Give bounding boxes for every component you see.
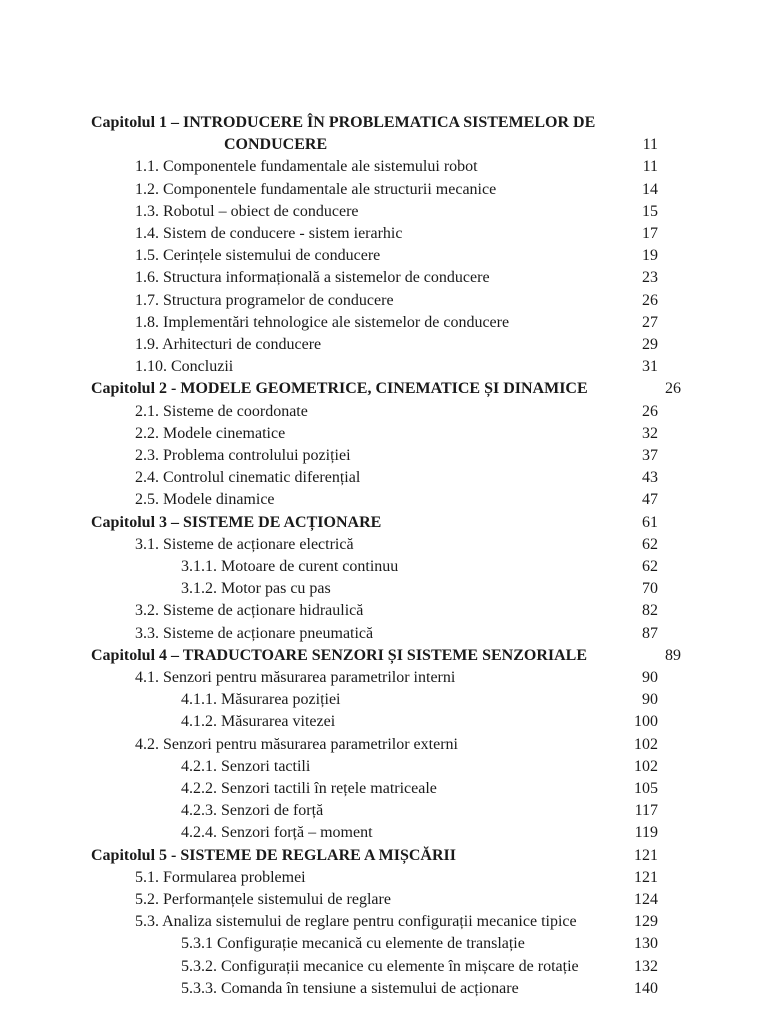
toc-entry-title: 3.3. Sisteme de acționare pneumatică <box>135 624 374 642</box>
toc-entry-title: 1.3. Robotul – obiect de conducere <box>135 202 359 220</box>
toc-entry-title: 4.1. Senzori pentru măsurarea parametrilor interni <box>135 669 456 686</box>
toc-entry-row <box>0 467 768 489</box>
toc-entry-row <box>0 911 768 933</box>
toc-page-number: 43 <box>642 469 658 487</box>
toc-entry-title: 2.3. Problema controlului poziției <box>135 447 351 464</box>
toc-entry-row <box>0 734 768 756</box>
toc-page-number: 87 <box>642 624 658 642</box>
toc-entry-row <box>0 445 768 467</box>
toc-entry-title: CONDUCERE <box>224 136 328 154</box>
toc-entry-title: Capitolul 5 - SISTEME DE REGLARE A MIȘCĂRII <box>91 846 456 864</box>
toc-entry-title: 4.2.4. Senzori forță – moment <box>181 824 373 842</box>
toc-entry-row <box>0 156 768 178</box>
toc-entry-row <box>0 578 768 600</box>
toc-page-number: 130 <box>634 935 658 953</box>
toc-entry-title: 4.1.1. Măsurarea poziției <box>181 691 341 709</box>
toc-page-number: 132 <box>634 957 658 975</box>
toc-chapter-row <box>0 512 768 534</box>
toc-entry-title: 3.1.2. Motor pas cu pas <box>181 580 331 598</box>
toc-entry-row <box>0 556 768 578</box>
toc-entry-row <box>0 800 768 822</box>
toc-page-number: 23 <box>642 269 658 287</box>
toc-entry-row <box>0 290 768 312</box>
toc-entry-row <box>0 933 768 955</box>
toc-page-number: 62 <box>642 558 658 575</box>
toc-page-number: 89 <box>665 646 681 664</box>
toc-entry-title: 1.6. Structura informațională a sistemelor de conducere <box>135 269 490 287</box>
toc-entry-title: 5.3. Analiza sistemului de reglare pentru configurații mecanice tipice <box>135 913 577 931</box>
toc-page-number: 19 <box>642 247 658 265</box>
toc-page-number: 61 <box>642 513 658 531</box>
toc-page-number: 15 <box>642 202 658 220</box>
toc-page-number: 90 <box>642 691 658 709</box>
toc-entry-row <box>0 600 768 622</box>
toc-entry-title: 3.2. Sisteme de acționare hidraulică <box>135 602 364 620</box>
toc-entry-title: 3.1.1. Motoare de curent continuu <box>181 558 399 575</box>
toc-page-number: 129 <box>634 913 658 931</box>
toc-entry-row <box>0 778 768 800</box>
toc-page-number: 31 <box>642 358 658 376</box>
toc-page-number: 26 <box>665 380 681 398</box>
toc-entry-title: 4.1.2. Măsurarea vitezei <box>181 713 336 731</box>
toc-entry-row <box>0 223 768 245</box>
toc-page-number: 100 <box>634 713 658 731</box>
toc-page-number: 37 <box>642 447 658 464</box>
toc-page-number: 119 <box>634 824 658 842</box>
toc-entry-title: 4.2.2. Senzori tactili în rețele matriceale <box>181 780 437 797</box>
toc-page-number: 121 <box>634 846 658 864</box>
toc-page-number: 121 <box>634 868 658 886</box>
toc-entry-row <box>0 356 768 378</box>
toc-entry-title: 1.2. Componentele fundamentale ale structurii mecanice <box>135 180 497 198</box>
toc-entry-title: 1.10. Concluzii <box>135 358 234 376</box>
toc-page-number: 11 <box>642 158 658 176</box>
toc-entry-row <box>0 756 768 778</box>
toc-entry-row <box>0 822 768 844</box>
toc-entry-title: 1.1. Componentele fundamentale ale sistemului robot <box>135 158 478 176</box>
toc-entry-row <box>0 889 768 911</box>
toc-entry-title: 1.8. Implementări tehnologice ale sistemelor de conducere <box>135 313 510 331</box>
toc-entry-row <box>0 312 768 334</box>
toc-page-number: 32 <box>642 424 658 442</box>
toc-entry-title: 2.2. Modele cinematice <box>135 424 286 442</box>
toc-page-number: 27 <box>642 313 658 331</box>
toc-entry-title: 5.2. Performanțele sistemului de reglare <box>135 891 391 908</box>
toc-page-number: 11 <box>642 136 658 154</box>
toc-entry-title: 2.5. Modele dinamice <box>135 491 275 509</box>
toc-chapter-continuation <box>0 134 768 156</box>
toc-chapter-row <box>0 112 768 134</box>
toc-chapter-row <box>0 645 768 667</box>
toc-entry-title: 4.2.1. Senzori tactili <box>181 757 311 775</box>
toc-page-number: 82 <box>642 602 658 620</box>
toc-entry-title: 5.3.3. Comanda în tensiune a sistemului de acționare <box>181 979 519 997</box>
toc-page-number: 124 <box>634 891 658 908</box>
toc-entry-title: Capitolul 2 - MODELE GEOMETRICE, CINEMATICE ȘI DINAMICE <box>91 380 588 398</box>
toc-entry-row <box>0 978 768 1000</box>
toc-entry-title: Capitolul 4 – TRADUCTOARE SENZORI ȘI SISTEME SENZORIALE <box>91 646 587 664</box>
toc-entry-title: 5.3.1 Configurație mecanică cu elemente de translație <box>181 935 525 953</box>
toc-entry-row <box>0 711 768 733</box>
toc-page-number: 105 <box>634 780 658 797</box>
toc-entry-row <box>0 534 768 556</box>
toc-page-number: 47 <box>642 491 658 509</box>
toc-entry-row <box>0 667 768 689</box>
toc-entry-row <box>0 334 768 356</box>
toc-chapter-row <box>0 845 768 867</box>
toc-entry-title: Capitolul 1 – INTRODUCERE ÎN PROBLEMATICA SISTEMELOR DE <box>91 114 596 131</box>
toc-entry-title: 5.1. Formularea problemei <box>135 868 306 886</box>
toc-entry-title: 1.4. Sistem de conducere - sistem ierarhic <box>135 225 403 242</box>
toc-page-number: 17 <box>642 225 658 242</box>
toc-entry-title: 1.5. Cerințele sistemului de conducere <box>135 247 381 265</box>
toc-entry-row <box>0 867 768 889</box>
toc-page-number: 102 <box>634 735 658 753</box>
toc-page-number: 102 <box>634 757 658 775</box>
toc-entry-row <box>0 401 768 423</box>
toc-entry-row <box>0 267 768 289</box>
toc-page-number: 62 <box>642 535 658 553</box>
toc-entry-title: 4.2.3. Senzori de forță <box>181 802 324 820</box>
toc-page-number: 29 <box>642 336 658 353</box>
toc-entry-row <box>0 623 768 645</box>
toc-entry-row <box>0 423 768 445</box>
toc-page-number: 26 <box>642 402 658 420</box>
toc-entry-row <box>0 245 768 267</box>
toc-entry-title: 2.4. Controlul cinematic diferențial <box>135 469 361 487</box>
toc-entry-title: 5.3.2. Configurații mecanice cu elemente în mișcare de rotație <box>181 957 579 975</box>
toc-entry-row <box>0 689 768 711</box>
toc-entry-title: Capitolul 3 – SISTEME DE ACȚIONARE <box>91 513 382 531</box>
toc-page-number: 140 <box>634 979 658 997</box>
toc-page-number: 14 <box>642 180 658 198</box>
toc-entry-title: 3.1. Sisteme de acționare electrică <box>135 535 354 553</box>
toc-entry-title: 2.1. Sisteme de coordonate <box>135 402 308 420</box>
toc-entry-row <box>0 956 768 978</box>
toc-page-number: 70 <box>642 580 658 598</box>
toc-entry-title: 1.9. Arhitecturi de conducere <box>135 336 322 353</box>
toc-chapter-row <box>0 378 768 400</box>
toc-page-number: 26 <box>642 291 658 309</box>
toc-entry-title: 1.7. Structura programelor de conducere <box>135 291 394 309</box>
toc-entry-title: 4.2. Senzori pentru măsurarea parametrilor externi <box>135 735 458 753</box>
toc-entry-row <box>0 179 768 201</box>
toc-page-number: 117 <box>634 802 658 820</box>
toc-entry-row <box>0 489 768 511</box>
toc-entry-row <box>0 201 768 223</box>
toc-page-number: 90 <box>642 669 658 686</box>
